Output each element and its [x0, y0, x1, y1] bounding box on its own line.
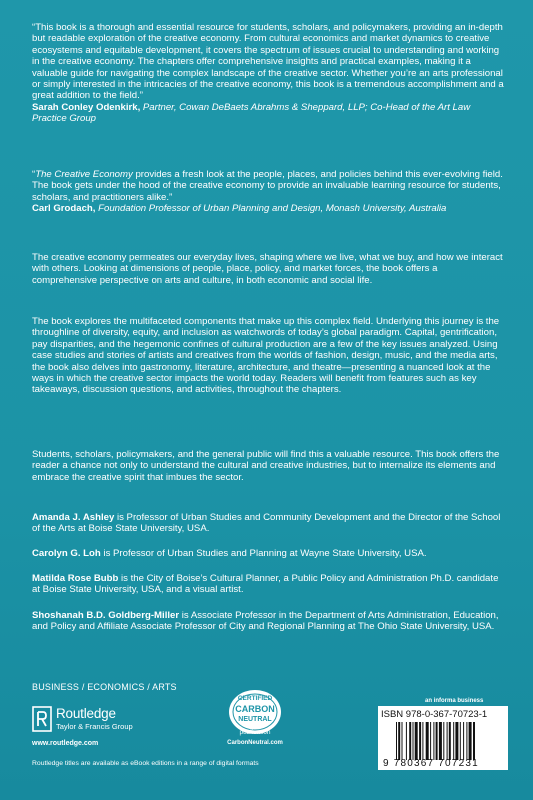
barcode-bar — [460, 722, 461, 760]
description-text: The book explores the multifaceted components that make up this complex field. Underlying this journey is the throughline of diversity, equity, and inclusion as watchwords of today’s global paradigm. Capital, gentrification, pay disparities, and the hegemonic confines of cultural production are a few of the key issues analyzed. Using case studies and stories of artists and creatives from the worlds of fashion, design, music, and the media arts, the book also delves into gastronomy, literature, architecture, and theatre—presenting a nuanced look at the ways in which the creative sector impacts the world today. Readers will benefit from features such as key takeaways, discussion questions, and activities, throughout the chapters. — [32, 316, 500, 396]
author-bio-2 — [32, 548, 504, 559]
publisher-url[interactable]: www.routledge.com — [32, 740, 99, 747]
publisher-group: Taylor & Francis Group — [56, 722, 133, 731]
isbn: ISBN 978-0-367-70723-1 — [381, 709, 488, 720]
review-2-quote — [32, 169, 504, 203]
barcode-bar — [413, 722, 414, 760]
barcode-bar — [419, 722, 421, 760]
barcode-number: 9 780367 707231 — [383, 758, 479, 769]
barcode-bar — [436, 722, 438, 760]
review-2-book-title: The Creative Economy — [35, 169, 133, 180]
carbon-word: CARBON — [235, 704, 275, 714]
barcode-bar — [415, 722, 418, 760]
barcode-bar — [463, 722, 464, 760]
review-1-attribution — [32, 102, 504, 125]
description-paragraph-3 — [32, 449, 504, 483]
barcode-bar — [449, 722, 451, 760]
review-1 — [32, 22, 504, 125]
author-bio: is the City of Boise’s Cultural Planner, a Public Policy and Administration Ph.D. candidate at Boise State University, USA, and a visual artist. — [32, 573, 499, 596]
review-2-attribution — [32, 203, 504, 214]
description-paragraph-2 — [32, 316, 504, 396]
barcode-bar — [466, 722, 467, 760]
barcode-bar — [469, 722, 472, 760]
review-2-affiliation: Foundation Professor of Urban Planning and Design, Monash University, Australia — [95, 203, 447, 215]
barcode-bar — [402, 722, 403, 760]
subject-category: BUSINESS / ECONOMICS / ARTS — [32, 682, 177, 692]
author-bio-4 — [32, 610, 504, 633]
author-name: Matilda Rose Bubb — [32, 573, 119, 584]
description-text: Students, scholars, policymakers, and the general public will find this a valuable resource. This book offers the reader a chance not only to understand the cultural and creative industries, but to internalize its elements and embrace the creative spirit that imbues the sector. — [32, 449, 500, 483]
review-1-quote: “This book is a thorough and essential resource for students, scholars, and policymakers, providing an in-depth but readable exploration of the creative economy. From cultural economics and market dynamics to creative ecosystems and equitable development, it covers the spectrum of issues crucial to understanding and working in the creative economy. The chapters offer comprehensive insights and practical examples, making it a valuable guide for navigating the complex landscape of the creative sector. Whether you’re an arts professional or simply interested in the intricacies of the creative economy, this book is a tremendous accomplishment and a great addition to the field.” — [32, 22, 504, 102]
carbon-certified: CERTIFIED — [237, 695, 273, 702]
barcode-icon — [396, 722, 502, 760]
description-paragraph-1 — [32, 252, 504, 286]
carbon-url[interactable]: CarbonNeutral.com — [227, 740, 283, 746]
review-2 — [32, 169, 504, 215]
routledge-logo-icon — [32, 706, 52, 732]
author-name: Shoshanah B.D. Goldberg-Miller — [32, 610, 180, 621]
publisher-name: Routledge — [56, 706, 116, 721]
review-2-open-quote: “ — [32, 169, 36, 180]
description-text: The creative economy permeates our everyday lives, shaping where we live, what we buy, and how we interact with others. Looking at dimensions of people, place, policy, and market forces, the book offers a comprehensive perspective on arts and culture, in both economic and social life. — [32, 252, 503, 286]
review-1-name: Sarah Conley Odenkirk, — [32, 101, 141, 113]
barcode-bar — [398, 722, 400, 760]
author-bio: is Professor of Urban Studies and Community Development and the Director of the School of the Arts at Boise State University, USA. — [32, 512, 501, 535]
barcode-bar — [396, 722, 397, 760]
author-name: Carolyn G. Loh — [32, 548, 101, 559]
barcode-bar — [430, 722, 431, 760]
barcode-bar — [473, 722, 475, 760]
author-bio: is Professor of Urban Studies and Planning at Wayne State University, USA. — [100, 548, 427, 559]
barcode-bar — [433, 722, 434, 760]
review-1-affiliation: Partner, Cowan DeBaets Abrahms & Sheppard, LLP; Co-Head of the Art Law Practice Group — [32, 101, 471, 125]
carbon-publication: publication — [239, 729, 271, 736]
author-name: Amanda J. Ashley — [32, 512, 115, 523]
barcode-bar — [439, 722, 442, 760]
neutral-word: NEUTRAL — [238, 716, 272, 723]
author-bio-3 — [32, 573, 504, 596]
barcode-bar — [443, 722, 444, 760]
footer-note: Routledge titles are available as eBook editions in a range of digital formats — [32, 760, 259, 767]
barcode-bar — [453, 722, 454, 760]
barcode-bar — [455, 722, 458, 760]
author-bio: is Associate Professor in the Department of Arts Administration, Education, and Policy and Affiliate Associate Professor of City and Regional Planning at The Ohio State University, USA. — [32, 610, 499, 633]
barcode-bar — [409, 722, 411, 760]
barcode-bar — [426, 722, 429, 760]
review-2-name: Carl Grodach, — [32, 203, 96, 215]
review-2-quote-text: provides a fresh look at the people, places, and policies behind this ever-evolving field. The book gets under the hood of the creative economy to provide an invaluable learning resource for students, scholars, and practitioners alike.” — [32, 169, 503, 203]
barcode-bar — [422, 722, 423, 760]
informa-tagline: an informa business — [425, 698, 484, 704]
barcode-bar — [447, 722, 448, 760]
barcode-bar — [406, 722, 407, 760]
author-bio-1 — [32, 512, 504, 535]
